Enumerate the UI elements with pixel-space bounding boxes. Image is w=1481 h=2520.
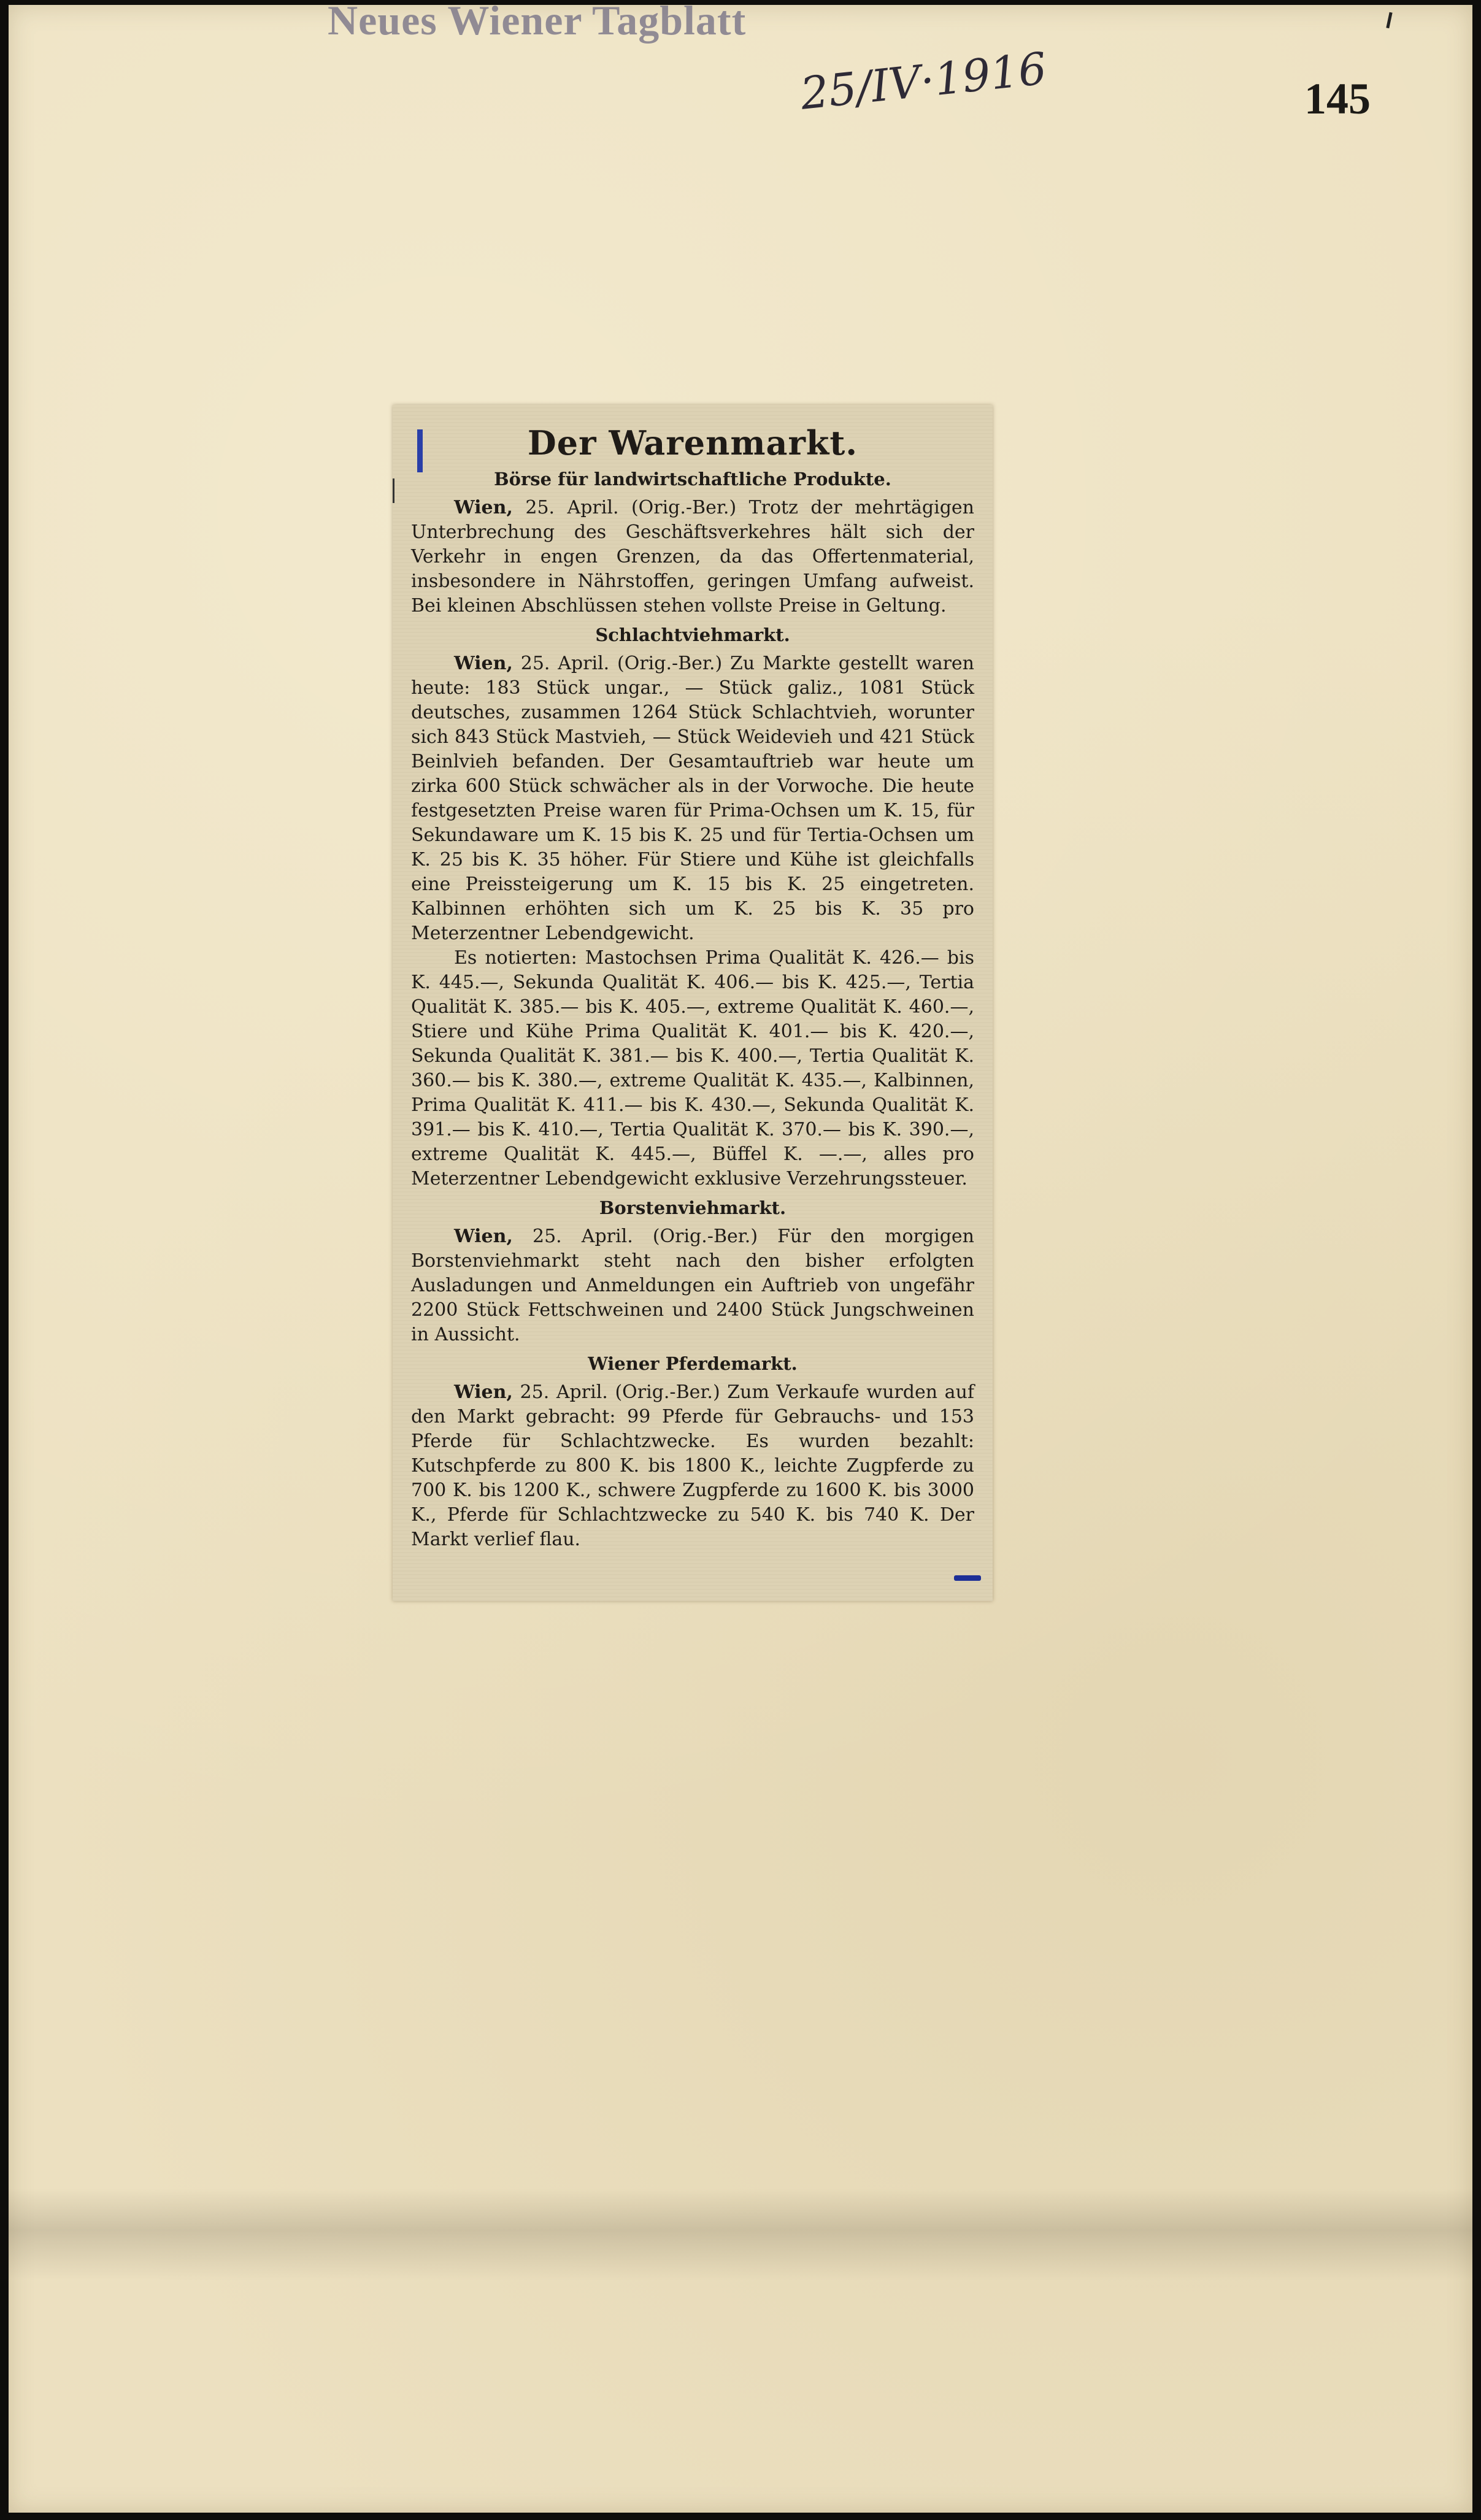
archive-sheet: [9, 0, 1472, 2513]
newspaper-clipping: [393, 405, 993, 1601]
corner-mark: [1386, 12, 1392, 28]
section-paragraph: [411, 496, 974, 618]
newspaper-stamp: Neues Wiener Tagblatt: [328, 0, 747, 44]
dateline: Wien,: [454, 1381, 513, 1403]
section-paragraph: [411, 1224, 974, 1347]
column-rule: [393, 478, 394, 503]
section-paragraph: [411, 1380, 974, 1552]
handwritten-date: 25/IV·1916: [798, 42, 1049, 120]
section-pferdemarkt: [411, 1353, 974, 1552]
paragraph-text: 25. April. (Orig.-Ber.) Trotz der mehrtägigen Unterbrechung des Geschäftsverkehres hält sich der Verkehr in engen Grenzen, da das Offertenmaterial, insbesondere in Nährstoffen, geringen Umfang aufweist. Bei kleinen Abschlüssen stehen vollste Preise in Geltung.: [411, 497, 974, 617]
paper-fold-shadow: [9, 2189, 1472, 2281]
section-heading: Börse für landwirtschaftliche Produkte.: [494, 469, 891, 490]
clipping-title: Der Warenmarkt.: [527, 423, 858, 463]
paragraph-text: 25. April. (Orig.-Ber.) Zu Markte gestellt waren heute: 183 Stück ungar., — Stück galiz., 1081 Stück deutsches, zusammen 1264 Stück Schlachtvieh, worunter sich 843 Stück Mastvieh, — Stück Weidevieh und 421 Stück Beinlvieh befanden. Der Gesamtauftrieb war heute um zirka 600 Stück schwächer als in der Vorwoche. Die heute festgesetzten Preise waren für Prima-Ochsen um K. 15, für Sekundaware um K. 15 bis K. 25 und für Tertia-Ochsen um K. 25 bis K. 35 höher. Für Stiere und Kühe ist gleichfalls eine Preissteigerung um K. 15 bis K. 25 eingetreten. Kalbinnen erhöhten sich um K. 25 bis K. 35 pro Meterzentner Lebendgewicht.: [411, 653, 974, 944]
paragraph-text: 25. April. (Orig.-Ber.) Für den morgigen Borstenviehmarkt steht nach den bisher erfolgten Ausladungen und Anmeldungen ein Auftrieb von ungefähr 2200 Stück Fettschweinen und 2400 Stück Jungschweinen in Aussicht.: [411, 1226, 974, 1345]
section-borstenvieh: [411, 1197, 974, 1347]
section-paragraph: [411, 651, 974, 946]
blue-pencil-mark: [417, 429, 423, 472]
paragraph-text: 25. April. (Orig.-Ber.) Zum Verkaufe wurden auf den Markt gebracht: 99 Pferde für Gebrauchs- und 153 Pferde für Schlachtzwecke. Es wurden bezahlt: Kutschpferde zu 800 K. bis 1800 K., leichte Zugpferde zu 700 K. bis 1200 K., schwere Zugpferde zu 1600 K. bis 3000 K., Pferde für Schlachtzwecke zu 540 K. bis 740 K. Der Markt verlief flau.: [411, 1381, 974, 1550]
section-heading: Schlachtviehmarkt.: [595, 624, 790, 645]
section-boerse: [411, 469, 974, 618]
page-number: 145: [1304, 74, 1371, 123]
dateline: Wien,: [454, 497, 513, 518]
section-heading: Wiener Pferdemarkt.: [588, 1353, 798, 1374]
price-listing-paragraph: Es notierten: Mastochsen Prima Qualität K. 426.— bis K. 445.—, Sekunda Qualität K. 406.— bis K. 425.—, Tertia Qualität K. 385.— bis K. 405.—, extreme Qualität K. 460.—, Stiere und Kühe Prima Qualität K. 401.— bis K. 420.—, Sekunda Qualität K. 381.— bis K. 400.—, Tertia Qualität K. 360.— bis K. 380.—, extreme Qualität K. 435.—, Kalbinnen, Prima Qualität K. 411.— bis K. 430.—, Sekunda Qualität K. 391.— bis K. 410.—, Tertia Qualität K. 370.— bis K. 390.—, extreme Qualität K. 445.—, Büffel K. —.—, alles pro Meterzentner Lebendgewicht exklusive Verzehrungssteuer.: [411, 947, 974, 1189]
blue-pencil-dash: [954, 1575, 981, 1581]
dateline: Wien,: [454, 1226, 513, 1247]
section-schlachtvieh: [411, 624, 974, 1191]
section-heading: Borstenviehmarkt.: [599, 1197, 787, 1218]
dateline: Wien,: [454, 653, 513, 674]
